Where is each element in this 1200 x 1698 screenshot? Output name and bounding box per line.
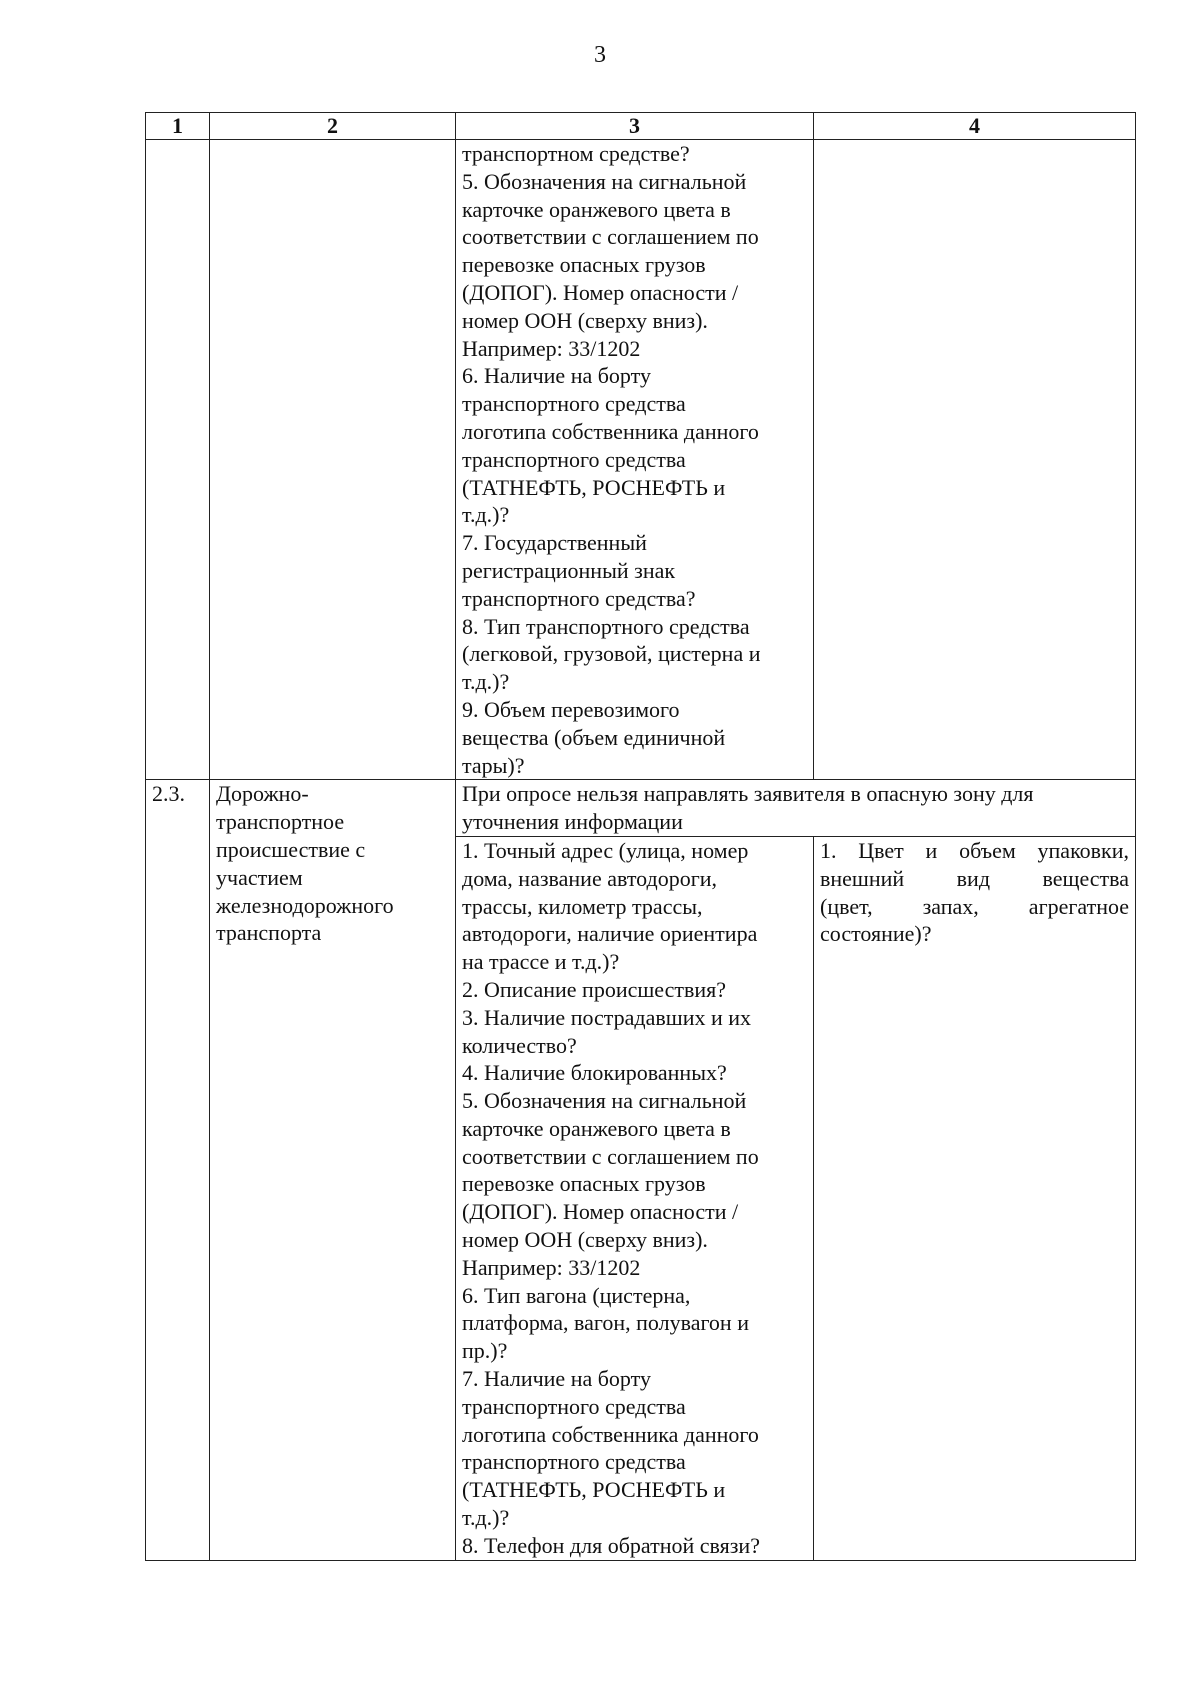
text-line: 6. Тип вагона (цистерна, bbox=[462, 1282, 691, 1308]
row2-notice-text bbox=[462, 780, 1129, 836]
text-line: Например: 33/1202 bbox=[462, 1254, 641, 1280]
row1-extra-cell bbox=[814, 140, 1136, 780]
text-line: уточнения информации bbox=[462, 809, 683, 835]
text-line: (ДОПОГ). Номер опасности / bbox=[462, 279, 739, 305]
text-line: дома, название автодороги, bbox=[462, 865, 717, 891]
text-line: 7. Государственный bbox=[462, 530, 647, 556]
text-line: 1. Точный адрес (улица, номер bbox=[462, 837, 749, 863]
text-line: (ТАТНЕФТЬ, РОСНЕФТЬ и bbox=[462, 1477, 726, 1503]
text-line: автодороги, наличие ориентира bbox=[462, 921, 758, 947]
table-header-row bbox=[146, 113, 1136, 140]
row2-questions-cell bbox=[456, 836, 814, 1560]
text-line: транспортного средства bbox=[462, 446, 686, 472]
text-line: Например: 33/1202 bbox=[462, 335, 641, 361]
row2-extra-text bbox=[820, 837, 1129, 948]
row2-incident-text bbox=[216, 780, 449, 947]
text-line: участием bbox=[216, 864, 303, 890]
text-line: транспортного средства bbox=[462, 1393, 686, 1419]
text-line: т.д.)? bbox=[462, 669, 510, 695]
text-line: карточке оранжевого цвета в bbox=[462, 196, 731, 222]
text-line: железнодорожного bbox=[216, 892, 394, 918]
row1-incident-cell bbox=[210, 140, 456, 780]
text-line: 2. Описание происшествия? bbox=[462, 976, 727, 1002]
text-line: состояние)? bbox=[820, 921, 932, 947]
table-row bbox=[146, 140, 1136, 780]
text-line: 5. Обозначения на сигнальной bbox=[462, 168, 747, 194]
row1-questions-text bbox=[462, 140, 807, 779]
text-line: соответствии с соглашением по bbox=[462, 224, 759, 250]
row2-number: 2.3. bbox=[152, 781, 185, 807]
text-line: платформа, вагон, полувагон и bbox=[462, 1310, 749, 1336]
text-line: соответствии с соглашением по bbox=[462, 1143, 759, 1169]
text-line: транспортном средстве? bbox=[462, 141, 690, 166]
text-line: (цвет, запах, агрегатное bbox=[820, 893, 1129, 919]
header-col-3: 3 bbox=[456, 113, 814, 140]
text-line: транспорта bbox=[216, 920, 322, 946]
text-line: 8. Телефон для обратной связи? bbox=[462, 1532, 760, 1558]
text-line: (ДОПОГ). Номер опасности / bbox=[462, 1199, 739, 1225]
text-line: 7. Наличие на борту bbox=[462, 1366, 651, 1392]
row2-incident-cell bbox=[210, 780, 456, 1560]
text-line: внешний вид вещества bbox=[820, 865, 1129, 891]
row2-number-cell bbox=[146, 780, 210, 1560]
text-line: на трассе и т.д.)? bbox=[462, 949, 620, 975]
text-line: транспортного средства bbox=[462, 1449, 686, 1475]
text-line: логотипа собственника данного bbox=[462, 418, 759, 444]
header-col-2: 2 bbox=[210, 113, 456, 140]
text-line: количество? bbox=[462, 1032, 577, 1058]
text-line: транспортного средства bbox=[462, 391, 686, 417]
row1-questions-cell bbox=[456, 140, 814, 780]
text-line: номер ООН (сверху вниз). bbox=[462, 307, 708, 333]
header-col-4: 4 bbox=[814, 113, 1136, 140]
text-line: регистрационный знак bbox=[462, 557, 676, 583]
text-line: 4. Наличие блокированных? bbox=[462, 1060, 727, 1086]
header-col-1: 1 bbox=[146, 113, 210, 140]
text-line: номер ООН (сверху вниз). bbox=[462, 1227, 708, 1253]
text-line: 5. Обозначения на сигнальной bbox=[462, 1088, 747, 1114]
text-line: 3. Наличие пострадавших и их bbox=[462, 1004, 752, 1030]
questions-table bbox=[145, 112, 1136, 1561]
row2-extra-cell bbox=[814, 836, 1136, 1560]
text-line: пр.)? bbox=[462, 1338, 508, 1364]
table-row bbox=[146, 780, 1136, 837]
text-line: вещества (объем единичной bbox=[462, 724, 726, 750]
text-line: (легковой, грузовой, цистерна и bbox=[462, 641, 761, 667]
row1-number-cell bbox=[146, 140, 210, 780]
page-number: 3 bbox=[594, 42, 606, 68]
text-line: 8. Тип транспортного средства bbox=[462, 613, 750, 639]
text-line: т.д.)? bbox=[462, 502, 510, 528]
row2-notice-cell bbox=[456, 780, 1136, 837]
text-line: 1. Цвет и объем упаковки, bbox=[820, 837, 1129, 863]
text-line: транспортного средства? bbox=[462, 585, 696, 611]
text-line: (ТАТНЕФТЬ, РОСНЕФТЬ и bbox=[462, 474, 726, 500]
text-line: Дорожно- bbox=[216, 781, 309, 807]
text-line: трассы, километр трассы, bbox=[462, 893, 703, 919]
text-line: 9. Объем перевозимого bbox=[462, 696, 680, 722]
text-line: При опросе нельзя направлять заявителя в опасную зону для bbox=[462, 781, 1034, 807]
text-line: тары)? bbox=[462, 752, 525, 778]
text-line: перевозке опасных грузов bbox=[462, 252, 706, 278]
text-line: происшествие с bbox=[216, 836, 366, 862]
text-line: 6. Наличие на борту bbox=[462, 363, 651, 389]
text-line: карточке оранжевого цвета в bbox=[462, 1115, 731, 1141]
row2-questions-text bbox=[462, 837, 807, 1560]
text-line: логотипа собственника данного bbox=[462, 1421, 759, 1447]
text-line: перевозке опасных грузов bbox=[462, 1171, 706, 1197]
text-line: т.д.)? bbox=[462, 1505, 510, 1531]
text-line: транспортное bbox=[216, 809, 345, 835]
